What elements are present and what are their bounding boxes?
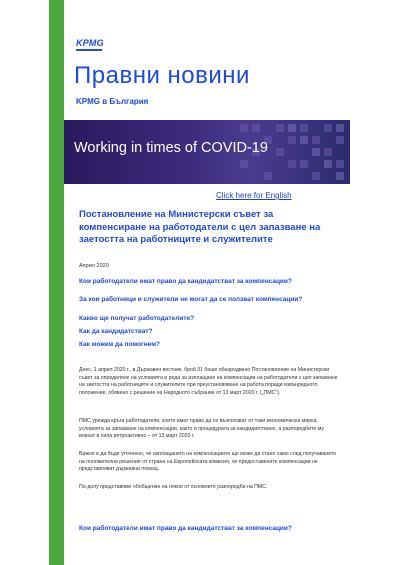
logo-underline <box>76 49 102 51</box>
toc-item-how-to-apply[interactable]: Как да кандидатстват? <box>79 328 153 335</box>
kpmg-logo: KPMG <box>76 38 104 48</box>
toc-item-excluded-employees[interactable]: За кои работници и служители не могат да се ползват компенсации? <box>79 296 303 303</box>
newsletter-header <box>64 27 350 118</box>
newsletter-title: Правни новини <box>74 62 250 89</box>
paragraph-scope: ПМС урежда кръга работодатели, които имат право да се възползват от тази икономическа мярка, условията за запазване на компенсации, както и процедурата за кандидатстване, а разпоредбите му влизат в сила ретроактивно – от 13 март 2020 г. <box>79 418 324 439</box>
paragraph-summary: По-долу представяме обобщение на някои от основните разпоредби на ПМС. <box>79 484 268 490</box>
article-headline: Постановление на Министерски съвет за компенсиране на работодатели с цел запазване на заетостта на работниците и служителите <box>79 209 321 245</box>
covid-banner <box>64 120 350 184</box>
english-version-link[interactable]: Click here for English <box>216 191 292 200</box>
banner-title: Working in times of COVID-19 <box>74 140 268 156</box>
paragraph-intro: Днес, 1 април 2020 г., в Държавен вестник, брой 31 беше обнародвано Постановление на Министерски съвет за определяне на условията и реда за изплащане на компенсации на работодатели с цел запазване на заетостта на работниците и служителите при преустановяване на работа поради извънредното положение, обявено с решение на Народното събрание от 13 март 2020 г. („ПМС"). <box>79 367 338 396</box>
toc-item-how-we-help[interactable]: Как можем да помогнем? <box>79 341 160 348</box>
toc-item-eligible-employers[interactable]: Кои работодатели имат право да кандидатстват за компенсации? <box>79 278 292 285</box>
article-date: Април 2020 <box>79 263 109 269</box>
section-heading-eligible-employers: Кои работодатели имат право да кандидатстват за компенсации? <box>79 525 292 532</box>
newsletter-content <box>64 0 350 565</box>
paragraph-state-aid: Важно е да бъде уточнено, че изплащането на компенсациите ще може да стане само след получаването на положително решение от страна на Европейската комисия, че предоставените компенсации не представляват държавна помощ. <box>79 451 337 472</box>
newsletter-subtitle: KPMG в България <box>76 97 149 106</box>
toc-item-what-employers-receive[interactable]: Какво ще получат работодателите? <box>79 315 195 322</box>
green-side-bar <box>49 0 64 565</box>
